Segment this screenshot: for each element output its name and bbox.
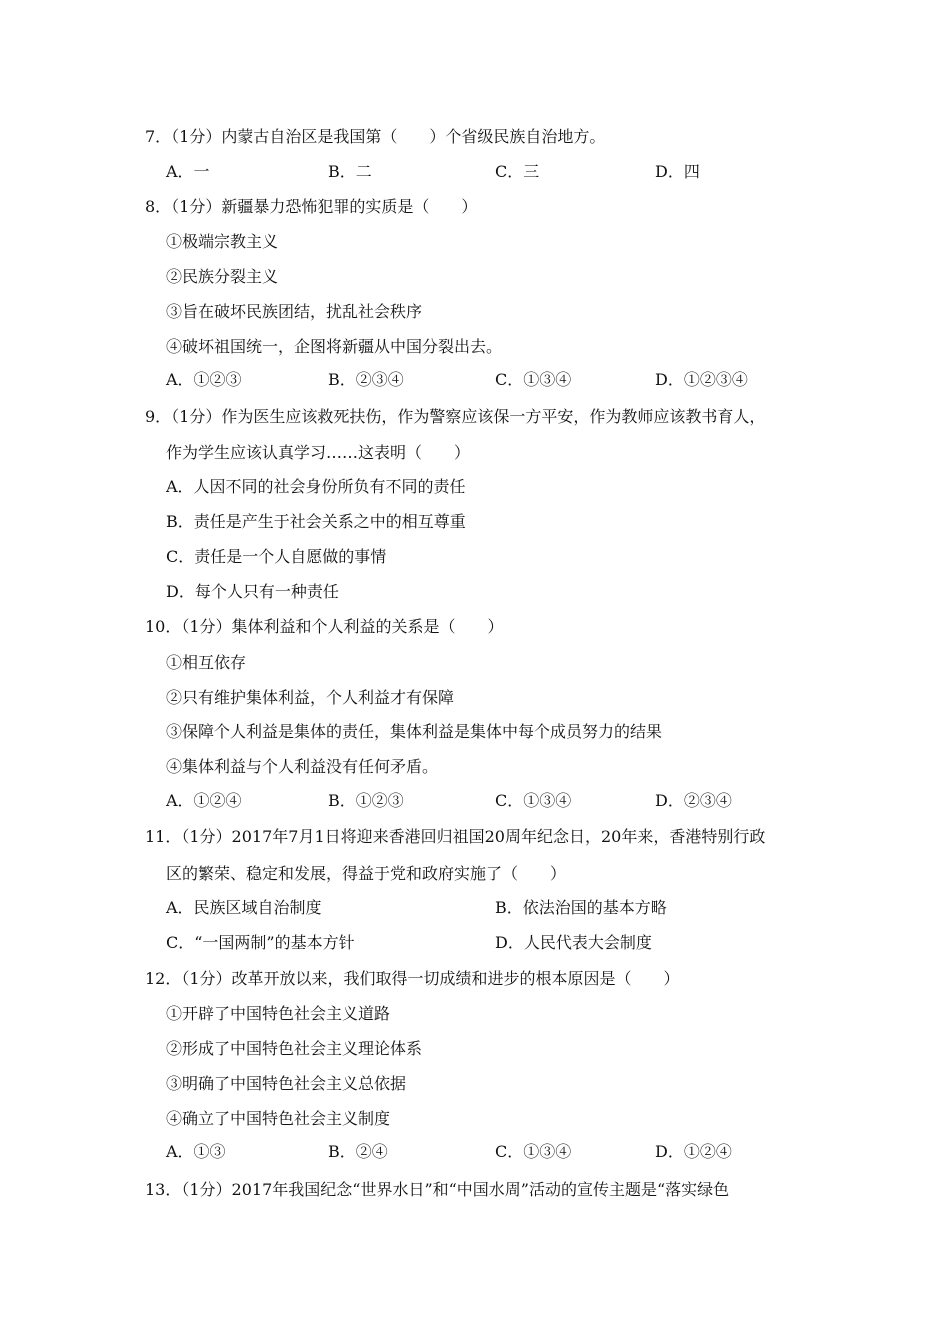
question-7-option-c: C．三 — [495, 162, 540, 181]
question-9-stem-continued: 作为学生应该认真学习……这表明（ ） — [166, 443, 471, 462]
question-10-item-1: ①相互依存 — [166, 653, 247, 672]
question-11-option-b: B．依法治国的基本方略 — [495, 898, 667, 917]
question-9-option-a: A．人因不同的社会身份所负有不同的责任 — [166, 477, 466, 496]
question-7-option-b: B．二 — [328, 162, 372, 181]
question-12-option-b: B．②④ — [328, 1142, 388, 1161]
question-8-option-b: B．②③④ — [328, 370, 404, 389]
question-11-stem: 11．（1分）2017年7月1日将迎来香港回归祖国20周年纪念日，20年来，香港特别行政 — [145, 827, 766, 846]
question-9-stem: 9．（1分）作为医生应该救死扶伤，作为警察应该保一方平安，作为教师应该教书育人， — [145, 407, 766, 426]
question-12-option-d: D．①②④ — [655, 1142, 732, 1161]
question-10-option-b: B．①②③ — [328, 791, 404, 810]
question-8-option-c: C．①③④ — [495, 370, 572, 389]
question-8-option-a: A．①②③ — [166, 370, 242, 389]
question-12-stem: 12．（1分）改革开放以来，我们取得一切成绩和进步的根本原因是（ ） — [145, 969, 680, 988]
question-10-option-c: C．①③④ — [495, 791, 572, 810]
question-11-stem-continued: 区的繁荣、稳定和发展，得益于党和政府实施了（ ） — [166, 864, 567, 883]
question-12-item-2: ②形成了中国特色社会主义理论体系 — [166, 1039, 423, 1058]
question-8-item-2: ②民族分裂主义 — [166, 267, 279, 286]
question-10-item-3: ③保障个人利益是集体的责任，集体利益是集体中每个成员努力的结果 — [166, 722, 663, 741]
question-10-option-a: A．①②④ — [166, 791, 242, 810]
question-8-item-1: ①极端宗教主义 — [166, 232, 279, 251]
question-8-item-3: ③旨在破坏民族团结，扰乱社会秩序 — [166, 302, 423, 321]
question-7-stem: 7．（1分）内蒙古自治区是我国第（ ）个省级民族自治地方。 — [145, 127, 606, 146]
question-10-option-d: D．②③④ — [655, 791, 732, 810]
question-8-stem: 8．（1分）新疆暴力恐怖犯罪的实质是（ ） — [145, 197, 478, 216]
question-8-item-4: ④破坏祖国统一，企图将新疆从中国分裂出去。 — [166, 337, 503, 356]
question-12-item-1: ①开辟了中国特色社会主义道路 — [166, 1004, 391, 1023]
question-12-option-c: C．①③④ — [495, 1142, 572, 1161]
question-13-stem: 13．（1分）2017年我国纪念“世界水日”和“中国水周”活动的宣传主题是“落实绿色 — [145, 1180, 730, 1199]
question-9-option-d: D．每个人只有一种责任 — [166, 582, 339, 601]
question-10-item-4: ④集体利益与个人利益没有任何矛盾。 — [166, 757, 439, 776]
question-11-option-d: D．人民代表大会制度 — [495, 933, 652, 952]
question-8-option-d: D．①②③④ — [655, 370, 748, 389]
question-10-stem: 10．（1分）集体利益和个人利益的关系是（ ） — [145, 617, 504, 636]
question-11-option-c: C．“一国两制”的基本方针 — [166, 933, 355, 952]
question-11-option-a: A．民族区域自治制度 — [166, 898, 322, 917]
question-7-option-a: A．一 — [166, 162, 210, 181]
question-12-item-3: ③明确了中国特色社会主义总依据 — [166, 1074, 407, 1093]
question-7-option-d: D．四 — [655, 162, 700, 181]
question-9-option-b: B．责任是产生于社会关系之中的相互尊重 — [166, 512, 466, 531]
question-10-item-2: ②只有维护集体利益，个人利益才有保障 — [166, 688, 455, 707]
question-9-option-c: C．责任是一个人自愿做的事情 — [166, 547, 387, 566]
question-12-item-4: ④确立了中国特色社会主义制度 — [166, 1109, 391, 1128]
question-12-option-a: A．①③ — [166, 1142, 226, 1161]
